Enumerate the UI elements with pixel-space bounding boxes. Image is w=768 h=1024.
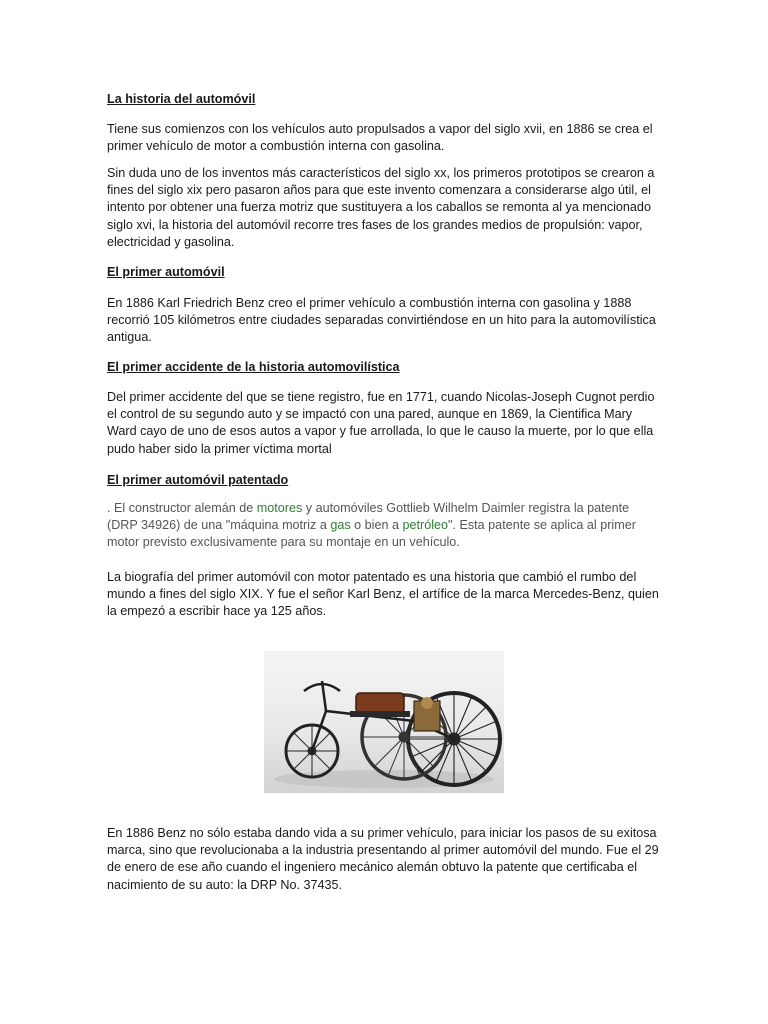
text-segment: . El constructor alemán de <box>107 501 257 515</box>
benz-motorwagen-photo <box>264 651 504 793</box>
text-segment: o bien a <box>350 518 403 533</box>
paragraph-inventos: Sin duda uno de los inventos más característicos del siglo xx, los primeros prototipos se crearon a fines del siglo xix pero pasaron años para que este invento comenzara a considerarse algo útil, el intento por obtener una fuerza motriz que sustituyera a los caballos se remonta al ya mencionado siglo xvi, la historia del automóvil recorre tres fases de los grandes medios de propulsión: vapor, electricidad y gasolina. <box>107 166 655 249</box>
heading-automovil-patentado: El primer automóvil patentado <box>107 473 289 487</box>
paragraph-comienzos: Tiene sus comienzos con los vehículos auto propulsados a vapor del siglo xvii, en 1886 se crea el primer vehículo de motor a combustión interna con gasolina. <box>107 122 653 154</box>
paragraph-daimler-patente <box>107 500 662 552</box>
paragraph-biografia: La biografía del primer automóvil con motor patentado es una historia que cambió el rumbo del mundo a fines del siglo XIX. Y fue el señor Karl Benz, el artífice de la marca Mercedes-Benz, quien la empezó a escribir hace ya 125 años. <box>107 570 659 619</box>
heading-historia: La historia del automóvil <box>107 92 256 106</box>
link-petroleo[interactable]: petróleo <box>402 518 449 533</box>
paragraph-accidente: Del primer accidente del que se tiene registro, fue en 1771, cuando Nicolas-Joseph Cugnot perdio el control de su segundo auto y se impactó con una pared, aunque en 1869, la Cientifica Mary Ward cayo de uno de esos autos a vapor y fue arrollada, lo que le causo la muerte, por lo que ella pudo haber sido la primer víctima mortal <box>107 390 655 456</box>
text-segment: ". Esta patente se aplica al primer motor previsto exclusivamente para su montaje en un vehículo. <box>107 518 636 550</box>
paragraph-benz-patente: En 1886 Benz no sólo estaba dando vida a su primer vehículo, para iniciar los pasos de su exitosa marca, sino que revolucionaba a la industria presentando al primer automóvil del mundo. Fue el 29 de enero de ese año cuando el ingeniero mecánico alemán obtuvo la patente que certificaba el nacimiento de su auto: la DRP No. 37435. <box>107 826 659 892</box>
heading-primer-accidente: El primer accidente de la historia automovilística <box>107 360 400 374</box>
heading-primer-automovil: El primer automóvil <box>107 265 225 279</box>
motorwagen-illustration <box>264 651 504 793</box>
link-gas[interactable]: gas <box>330 518 351 533</box>
text-segment: y automóviles Gottlieb Wilhelm Daimler registra la patente (DRP 34926) de una "máquina motriz a <box>107 501 630 533</box>
link-motores[interactable]: motores <box>256 501 303 515</box>
paragraph-benz-1886: En 1886 Karl Friedrich Benz creo el primer vehículo a combustión interna con gasolina y 1888 recorrió 105 kilómetros entre ciudades separadas convirtiéndose en un hito para la automovilística antigua. <box>107 296 656 345</box>
